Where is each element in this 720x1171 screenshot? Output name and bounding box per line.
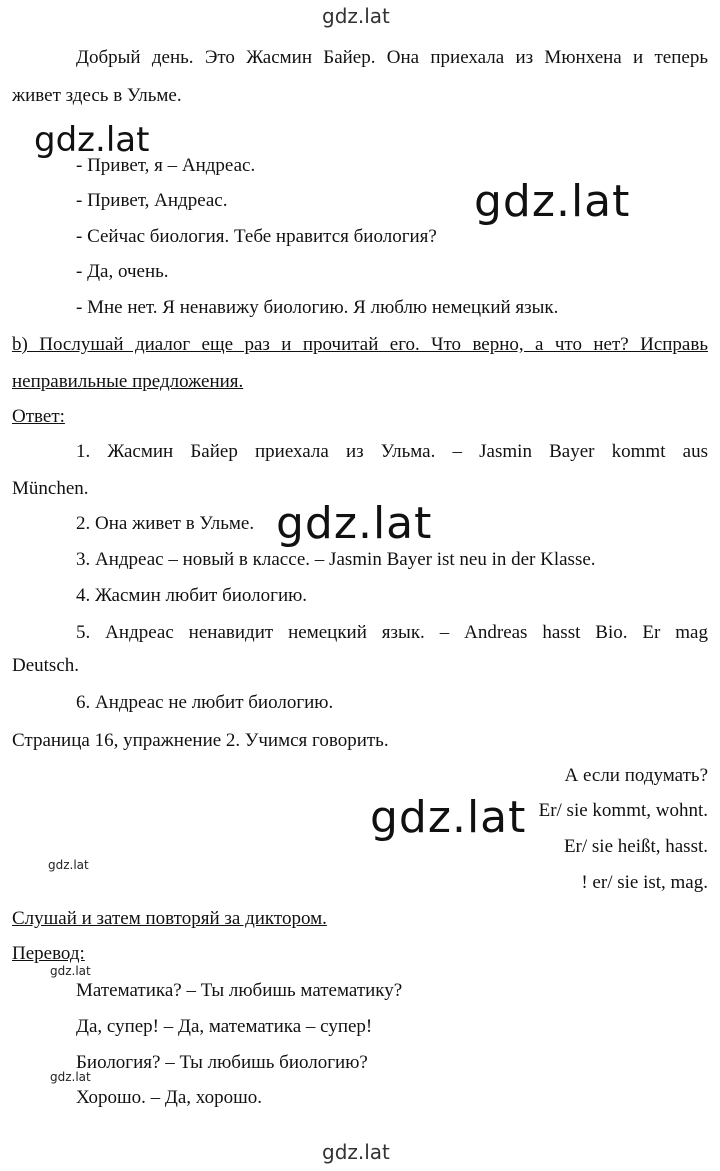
section-heading: Страница 16, упражнение 2. Учимся говорить. [12, 730, 389, 751]
listen-heading: Слушай и затем повторяй за диктором. [12, 908, 327, 929]
watermark-bottom: gdz.lat [322, 1140, 390, 1164]
watermark-left: gdz.lat [34, 120, 150, 160]
answer-2: 2. Она живет в Ульме. [76, 513, 255, 534]
dialog-line-1: - Привет, я – Андреас. [76, 155, 256, 176]
answer-4: 4. Жасмин любит биологию. [76, 585, 308, 606]
watermark-center: gdz.lat [276, 498, 433, 549]
watermark-right: gdz.lat [474, 176, 631, 227]
answer-1-line-1: 1. Жасмин Байер приехала из Ульма. – Jasmin Bayer kommt aus [76, 441, 708, 462]
think-box-line-2: Er/ sie heißt, hasst. [563, 836, 708, 857]
watermark-top: gdz.lat [322, 4, 390, 28]
think-box-title: А если подумать? [564, 765, 708, 786]
answer-6: 6. Андреас не любит биологию. [76, 692, 334, 713]
dialog-line-2: - Привет, Андреас. [76, 190, 228, 211]
answer-5-line-1: 5. Андреас ненавидит немецкий язык. – Andreas hasst Bio. Er mag [76, 622, 708, 643]
task-b-line-1: b) Послушай диалог еще раз и прочитай его. Что верно, а что нет? Исправь [12, 334, 708, 355]
think-box-line-3: ! er/ sie ist, mag. [581, 872, 708, 893]
watermark-small-1: gdz.lat [48, 858, 89, 872]
dialog-line-3: - Сейчас биология. Тебе нравится биология? [76, 226, 437, 247]
watermark-small-3: gdz.lat [50, 1070, 91, 1084]
intro-line-1: Добрый день. Это Жасмин Байер. Она приехала из Мюнхена и теперь [76, 47, 708, 68]
translation-label: Перевод: [12, 943, 85, 964]
answer-3: 3. Андреас – новый в классе. – Jasmin Bayer ist neu in der Klasse. [76, 549, 596, 570]
watermark-right-lower: gdz.lat [366, 792, 530, 843]
answer-5-line-2: Deutsch. [12, 655, 80, 676]
dialog-line-5: - Мне нет. Я ненавижу биологию. Я люблю немецкий язык. [76, 297, 559, 318]
answer-1-line-2: München. [12, 478, 89, 499]
answer-label: Ответ: [12, 406, 65, 427]
translation-line-4: Хорошо. – Да, хорошо. [76, 1087, 262, 1108]
watermark-small-2: gdz.lat [50, 964, 91, 978]
translation-line-2: Да, супер! – Да, математика – супер! [76, 1016, 373, 1037]
task-b-line-2: неправильные предложения. [12, 371, 244, 392]
intro-line-2: живет здесь в Ульме. [12, 85, 182, 106]
dialog-line-4: - Да, очень. [76, 261, 169, 282]
translation-line-3: Биология? – Ты любишь биологию? [76, 1052, 368, 1073]
think-box-line-1: Er/ sie kommt, wohnt. [538, 800, 708, 821]
translation-line-1: Математика? – Ты любишь математику? [76, 980, 403, 1001]
